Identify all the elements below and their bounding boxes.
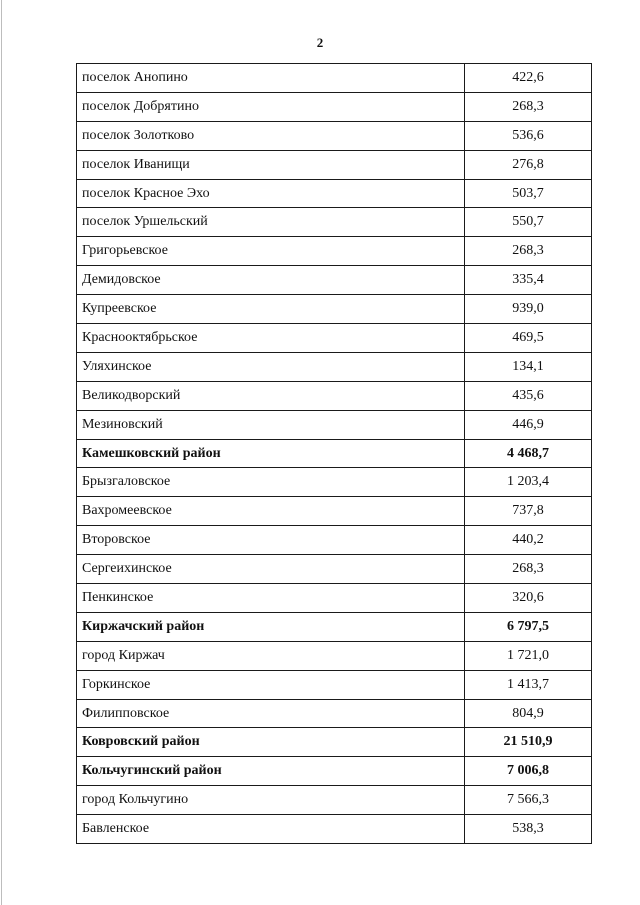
row-name-cell: Краснооктябрьское — [77, 324, 465, 353]
row-name-cell: Кольчугинский район — [77, 757, 465, 786]
table-row — [77, 699, 592, 728]
row-value-cell: 538,3 — [465, 815, 592, 844]
row-value-cell: 1 721,0 — [465, 641, 592, 670]
table-row — [77, 64, 592, 93]
row-value-cell: 737,8 — [465, 497, 592, 526]
table-row — [77, 150, 592, 179]
row-value-cell: 469,5 — [465, 324, 592, 353]
table-row — [77, 641, 592, 670]
table-row — [77, 381, 592, 410]
row-name-cell: Купреевское — [77, 295, 465, 324]
row-name-cell: Брызгаловское — [77, 468, 465, 497]
row-value-cell: 21 510,9 — [465, 728, 592, 757]
row-value-cell: 7 006,8 — [465, 757, 592, 786]
table-row — [77, 555, 592, 584]
row-name-cell: поселок Золотково — [77, 121, 465, 150]
table-row — [77, 497, 592, 526]
row-value-cell: 6 797,5 — [465, 612, 592, 641]
row-value-cell: 1 413,7 — [465, 670, 592, 699]
row-name-cell: Вахромеевское — [77, 497, 465, 526]
row-name-cell: город Кольчугино — [77, 786, 465, 815]
row-name-cell: поселок Анопино — [77, 64, 465, 93]
row-value-cell: 939,0 — [465, 295, 592, 324]
row-value-cell: 335,4 — [465, 266, 592, 295]
row-value-cell: 268,3 — [465, 555, 592, 584]
row-name-cell: Демидовское — [77, 266, 465, 295]
row-name-cell: Камешковский район — [77, 439, 465, 468]
row-value-cell: 536,6 — [465, 121, 592, 150]
table-row — [77, 728, 592, 757]
table-row — [77, 410, 592, 439]
row-value-cell: 804,9 — [465, 699, 592, 728]
row-name-cell: Сергеихинское — [77, 555, 465, 584]
table-row — [77, 208, 592, 237]
row-name-cell: Бавленское — [77, 815, 465, 844]
table-row — [77, 237, 592, 266]
row-value-cell: 268,3 — [465, 92, 592, 121]
data-table — [76, 63, 592, 844]
table-row — [77, 92, 592, 121]
row-value-cell: 446,9 — [465, 410, 592, 439]
table-row — [77, 179, 592, 208]
table-row — [77, 815, 592, 844]
row-value-cell: 422,6 — [465, 64, 592, 93]
row-value-cell: 268,3 — [465, 237, 592, 266]
row-name-cell: Мезиновский — [77, 410, 465, 439]
row-value-cell: 4 468,7 — [465, 439, 592, 468]
row-value-cell: 440,2 — [465, 526, 592, 555]
table-row — [77, 786, 592, 815]
scan-margin-line — [1, 0, 2, 905]
row-name-cell: Григорьевское — [77, 237, 465, 266]
table-row — [77, 612, 592, 641]
row-name-cell: Великодворский — [77, 381, 465, 410]
table-row — [77, 526, 592, 555]
table-row — [77, 295, 592, 324]
row-value-cell: 276,8 — [465, 150, 592, 179]
row-value-cell: 435,6 — [465, 381, 592, 410]
row-value-cell: 1 203,4 — [465, 468, 592, 497]
row-name-cell: поселок Красное Эхо — [77, 179, 465, 208]
row-name-cell: поселок Уршельский — [77, 208, 465, 237]
row-name-cell: Уляхинское — [77, 352, 465, 381]
page-number: 2 — [316, 35, 324, 50]
row-name-cell: Второвское — [77, 526, 465, 555]
row-name-cell: Ковровский район — [77, 728, 465, 757]
row-name-cell: Киржачский район — [77, 612, 465, 641]
table-row — [77, 468, 592, 497]
row-value-cell: 7 566,3 — [465, 786, 592, 815]
row-name-cell: поселок Иванищи — [77, 150, 465, 179]
table-body — [77, 64, 592, 844]
table-row — [77, 324, 592, 353]
row-name-cell: Филипповское — [77, 699, 465, 728]
table-row — [77, 121, 592, 150]
row-name-cell: поселок Добрятино — [77, 92, 465, 121]
table-row — [77, 439, 592, 468]
row-name-cell: Горкинское — [77, 670, 465, 699]
row-name-cell: город Киржач — [77, 641, 465, 670]
table-row — [77, 352, 592, 381]
row-value-cell: 134,1 — [465, 352, 592, 381]
table-row — [77, 584, 592, 613]
row-name-cell: Пенкинское — [77, 584, 465, 613]
row-value-cell: 503,7 — [465, 179, 592, 208]
table-row — [77, 757, 592, 786]
table-row — [77, 266, 592, 295]
table-row — [77, 670, 592, 699]
row-value-cell: 320,6 — [465, 584, 592, 613]
row-value-cell: 550,7 — [465, 208, 592, 237]
